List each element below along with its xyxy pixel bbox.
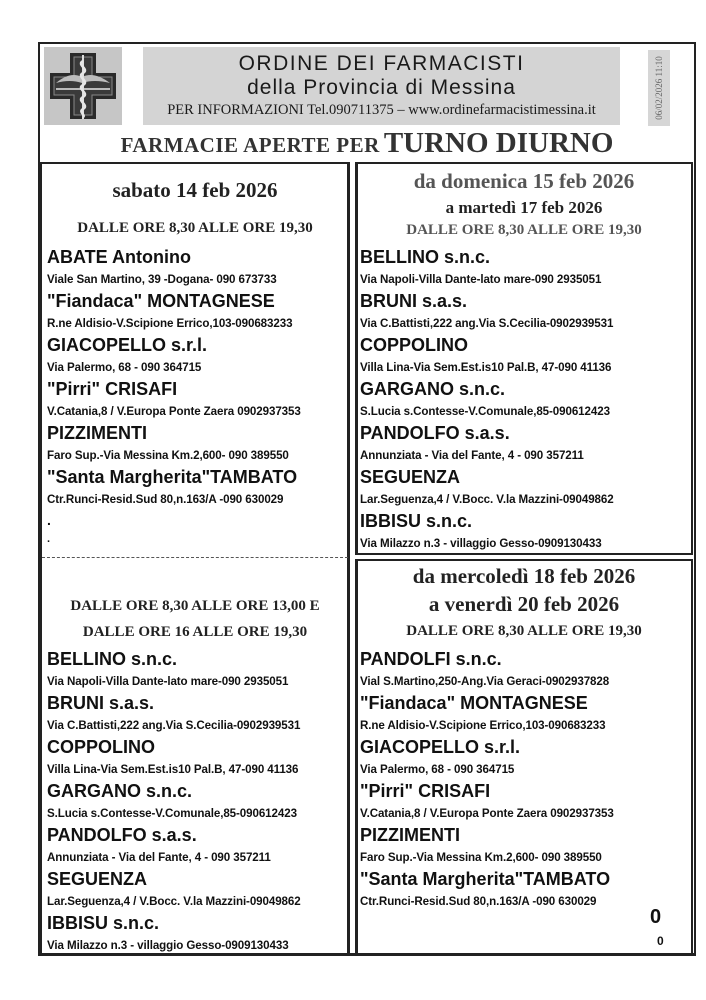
pharmacy-address: Via Palermo, 68 - 090 364715 — [360, 763, 515, 776]
page-title — [40, 127, 694, 160]
pharmacy-name: "Pirri" CRISAFI — [47, 379, 178, 399]
title-prefix: FARMACIE APERTE PER — [120, 133, 380, 157]
pharmacy-item — [360, 290, 614, 334]
header-banner — [143, 47, 620, 125]
pharmacy-address: Via Milazzo n.3 - villaggio Gesso-0909130433 — [360, 537, 602, 550]
pharmacy-address: Viale San Martino, 39 -Dogana- 090 673733 — [47, 273, 277, 286]
pharmacy-name: PIZZIMENTI — [360, 825, 460, 845]
pharmacy-address: Faro Sup.-Via Messina Km.2,600- 090 389550 — [360, 851, 602, 864]
pharmacy-address: Annunziata - Via del Fante, 4 - 090 357211 — [47, 851, 271, 864]
pharmacy-address: R.ne Aldisio-V.Scipione Errico,103-090683233 — [360, 719, 606, 732]
pharmacy-item — [360, 334, 614, 378]
pharmacy-address: Vial S.Martino,250-Ang.Via Geraci-0902937828 — [360, 675, 610, 688]
pharmacy-item — [360, 648, 614, 692]
org-province: della Provincia di Messina — [247, 76, 516, 99]
pharmacy-name: PANDOLFO s.a.s. — [47, 825, 197, 845]
pharmacy-address: Via Napoli-Villa Dante-lato mare-090 2935051 — [47, 675, 289, 688]
pharmacy-item — [360, 422, 614, 466]
pharmacy-name: "Santa Margherita"TAMBATO — [47, 467, 298, 487]
section-hours: DALLE ORE 8,30 ALLE ORE 19,30 — [406, 222, 642, 238]
pharmacy-item — [47, 246, 301, 290]
pharmacy-name: COPPOLINO — [360, 335, 469, 355]
pharmacy-name: "Pirri" CRISAFI — [360, 781, 491, 801]
pharmacy-item — [360, 378, 614, 422]
trailing-mark: 0 — [657, 934, 664, 948]
pharmacy-item — [47, 648, 301, 692]
trailing-mark: 0 — [650, 906, 662, 928]
pharmacy-name: BELLINO s.n.c. — [47, 649, 178, 669]
pharmacy-item — [47, 736, 301, 780]
pharmacy-item — [360, 510, 614, 554]
title-main: TURNO DIURNO — [383, 127, 614, 159]
pharmacy-name: "Fiandaca" MONTAGNESE — [47, 291, 275, 311]
pharmacy-name: PANDOLFO s.a.s. — [360, 423, 510, 443]
pharmacy-item — [47, 290, 301, 334]
pharmacy-address: Villa Lina-Via Sem.Est.is10 Pal.B, 47-090 41136 — [360, 361, 612, 374]
pharmacy-name: SEGUENZA — [47, 869, 148, 889]
pharmacy-address: Ctr.Runci-Resid.Sud 80,n.163/A -090 630029 — [360, 895, 597, 908]
pharmacy-address: Via Milazzo n.3 - villaggio Gesso-0909130433 — [47, 939, 289, 952]
date-stamp — [648, 50, 670, 126]
section-hours: DALLE ORE 8,30 ALLE ORE 19,30 — [406, 623, 642, 639]
pharmacy-address: S.Lucia s.Contesse-V.Comunale,85-090612423 — [47, 807, 297, 820]
pharmacy-item — [360, 868, 614, 912]
pharmacy-name: PIZZIMENTI — [47, 423, 147, 443]
pharmacy-item — [47, 378, 301, 422]
section-date: a martedì 17 feb 2026 — [445, 198, 603, 217]
section-date: da domenica 15 feb 2026 — [413, 169, 635, 193]
pharmacy-name: "Santa Margherita"TAMBATO — [360, 869, 611, 889]
section-divider — [42, 557, 348, 558]
section-date: a venerdì 20 feb 2026 — [428, 592, 620, 616]
pharmacy-name: PANDOLFI s.n.c. — [360, 649, 502, 669]
date-stamp-text: 06/02/2026 11:10 — [654, 56, 664, 120]
pharmacy-item — [360, 824, 614, 868]
pharmacy-item — [360, 246, 614, 290]
org-name: ORDINE DEI FARMACISTI — [238, 52, 525, 75]
pharmacy-address: S.Lucia s.Contesse-V.Comunale,85-090612423 — [360, 405, 610, 418]
pharmacy-name: GIACOPELLO s.r.l. — [360, 737, 521, 757]
pharmacy-item — [47, 780, 301, 824]
pharmacy-name: BRUNI s.a.s. — [47, 693, 155, 713]
pharmacy-address: Ctr.Runci-Resid.Sud 80,n.163/A -090 630029 — [47, 493, 284, 506]
pharmacy-item — [47, 912, 301, 956]
pharmacy-address: Via C.Battisti,222 ang.Via S.Cecilia-0902939531 — [360, 317, 614, 330]
pharmacy-item — [47, 334, 301, 378]
pharmacy-item — [360, 466, 614, 510]
pharmacy-name: GARGANO s.n.c. — [47, 781, 193, 801]
pharmacy-address: Faro Sup.-Via Messina Km.2,600- 090 389550 — [47, 449, 289, 462]
pharmacy-name: GARGANO s.n.c. — [360, 379, 506, 399]
trailing-mark: . — [47, 533, 51, 545]
section-hours: DALLE ORE 8,30 ALLE ORE 19,30 — [77, 220, 313, 236]
pharmacy-name: GIACOPELLO s.r.l. — [47, 335, 208, 355]
pharmacy-address: Annunziata - Via del Fante, 4 - 090 357211 — [360, 449, 584, 462]
pharmacy-list — [360, 648, 614, 912]
pharmacy-list — [360, 246, 614, 554]
pharmacy-item — [47, 692, 301, 736]
pharmacy-cross-caduceus-icon — [44, 47, 122, 125]
pharmacy-address: Via Palermo, 68 - 090 364715 — [47, 361, 202, 374]
section-date: sabato 14 feb 2026 — [112, 178, 278, 202]
pharmacy-name: ABATE Antonino — [47, 247, 191, 267]
pharmacy-address: V.Catania,8 / V.Europa Ponte Zaera 0902937353 — [47, 405, 301, 418]
pharmacy-item — [360, 780, 614, 824]
pharmacy-name: BRUNI s.a.s. — [360, 291, 468, 311]
pharmacy-address: V.Catania,8 / V.Europa Ponte Zaera 0902937353 — [360, 807, 614, 820]
pharmacy-name: "Fiandaca" MONTAGNESE — [360, 693, 588, 713]
pharmacy-item — [47, 824, 301, 868]
pharmacy-list — [47, 246, 301, 510]
pharmacy-address: Lar.Seguenza,4 / V.Bocc. V.la Mazzini-09049862 — [360, 493, 614, 506]
pharmacy-name: SEGUENZA — [360, 467, 461, 487]
section-hours: DALLE ORE 16 ALLE ORE 19,30 — [82, 624, 308, 640]
pharmacy-address: R.ne Aldisio-V.Scipione Errico,103-090683233 — [47, 317, 293, 330]
pharmacy-address: Via Napoli-Villa Dante-lato mare-090 2935051 — [360, 273, 602, 286]
pharmacy-item — [360, 736, 614, 780]
pharmacy-address: Via C.Battisti,222 ang.Via S.Cecilia-0902939531 — [47, 719, 301, 732]
pharmacy-name: COPPOLINO — [47, 737, 156, 757]
pharmacy-item — [47, 868, 301, 912]
trailing-mark: . — [47, 512, 51, 528]
pharmacy-item — [47, 422, 301, 466]
pharmacy-item — [360, 692, 614, 736]
pharmacy-address: Lar.Seguenza,4 / V.Bocc. V.la Mazzini-09049862 — [47, 895, 301, 908]
pharmacy-name: IBBISU s.n.c. — [47, 913, 160, 933]
section-date: da mercoledì 18 feb 2026 — [412, 564, 636, 588]
pharmacy-list — [47, 648, 301, 956]
info-line: PER INFORMAZIONI Tel.090711375 – www.ordinefarmacistimessina.it — [167, 102, 596, 118]
pharmacy-name: IBBISU s.n.c. — [360, 511, 473, 531]
section-hours: DALLE ORE 8,30 ALLE ORE 13,00 E — [70, 598, 320, 614]
pharmacy-address: Villa Lina-Via Sem.Est.is10 Pal.B, 47-090 41136 — [47, 763, 299, 776]
pharmacy-name: BELLINO s.n.c. — [360, 247, 491, 267]
pharmacy-item — [47, 466, 301, 510]
